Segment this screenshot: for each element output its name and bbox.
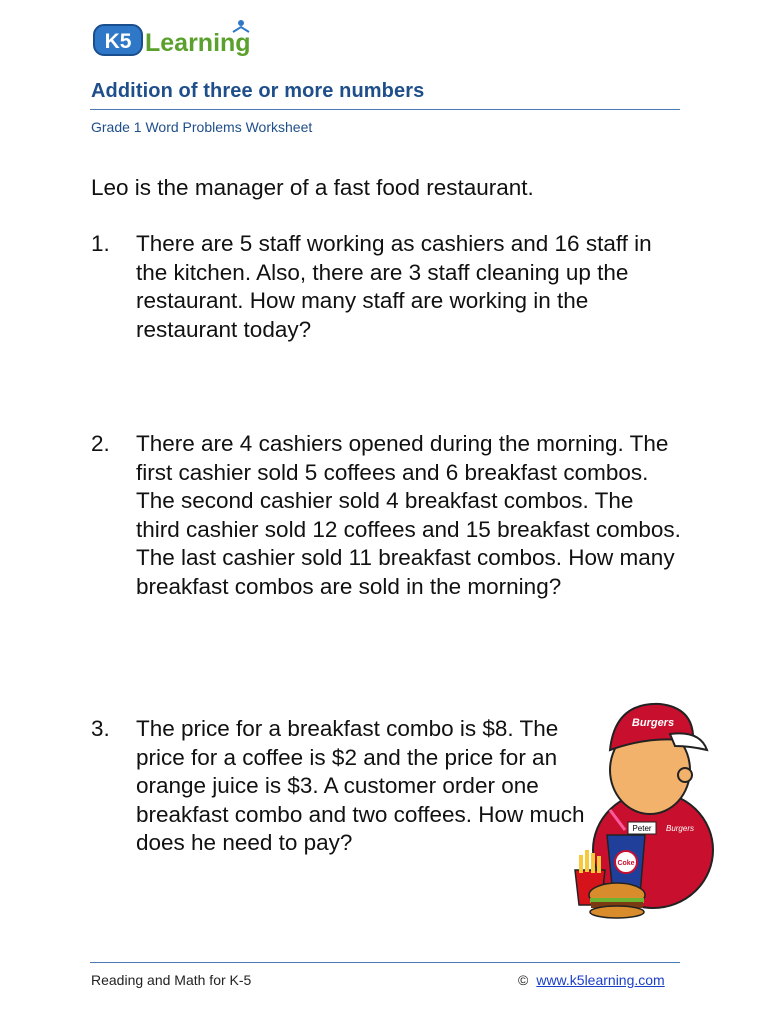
svg-text:Coke: Coke	[617, 860, 635, 867]
problem-text: The price for a breakfast combo is $8. The price for a coffee is $2 and the price for an orange juice is $3. A customer order one breakfast combo and two coffees. How much does he need to pay?	[136, 716, 585, 856]
svg-text:Peter: Peter	[632, 824, 652, 833]
problem-number: 3.	[91, 716, 110, 741]
footer-divider	[90, 962, 680, 963]
problem-text: There are 4 cashiers opened during the morning. The first cashier sold 5 coffees and 6 breakfast combos. The second cashier sold 4 breakfast combos. The third cashier sold 12 coffees and 15 breakfast combos. The last cashier sold 11 breakfast combos. How many breakfast combos are sold in the morning?	[136, 431, 681, 599]
footer-tagline: Reading and Math for K-5	[91, 972, 252, 988]
header-divider	[90, 109, 680, 110]
intro-text: Leo is the manager of a fast food restaurant.	[91, 175, 534, 200]
footer-credit	[518, 972, 665, 988]
problem-number: 2.	[91, 431, 110, 456]
website-link[interactable]: www.k5learning.com	[536, 972, 665, 988]
svg-text:Learning: Learning	[145, 29, 251, 57]
problem-text: There are 5 staff working as cashiers and 16 staff in the kitchen. Also, there are 3 staff cleaning up the restaurant. How many staff are working in the restaurant today?	[136, 231, 652, 342]
svg-text:Burgers: Burgers	[631, 717, 675, 729]
problem-number: 1.	[91, 231, 110, 256]
svg-text:K5: K5	[104, 30, 132, 53]
restaurant-worker-illustration	[565, 690, 715, 930]
worksheet-subtitle: Grade 1 Word Problems Worksheet	[91, 119, 313, 135]
copyright-symbol: ©	[518, 972, 529, 988]
k5-learning-logo	[93, 18, 268, 62]
svg-text:Burgers: Burgers	[665, 824, 695, 833]
worksheet-title: Addition of three or more numbers	[91, 80, 425, 102]
